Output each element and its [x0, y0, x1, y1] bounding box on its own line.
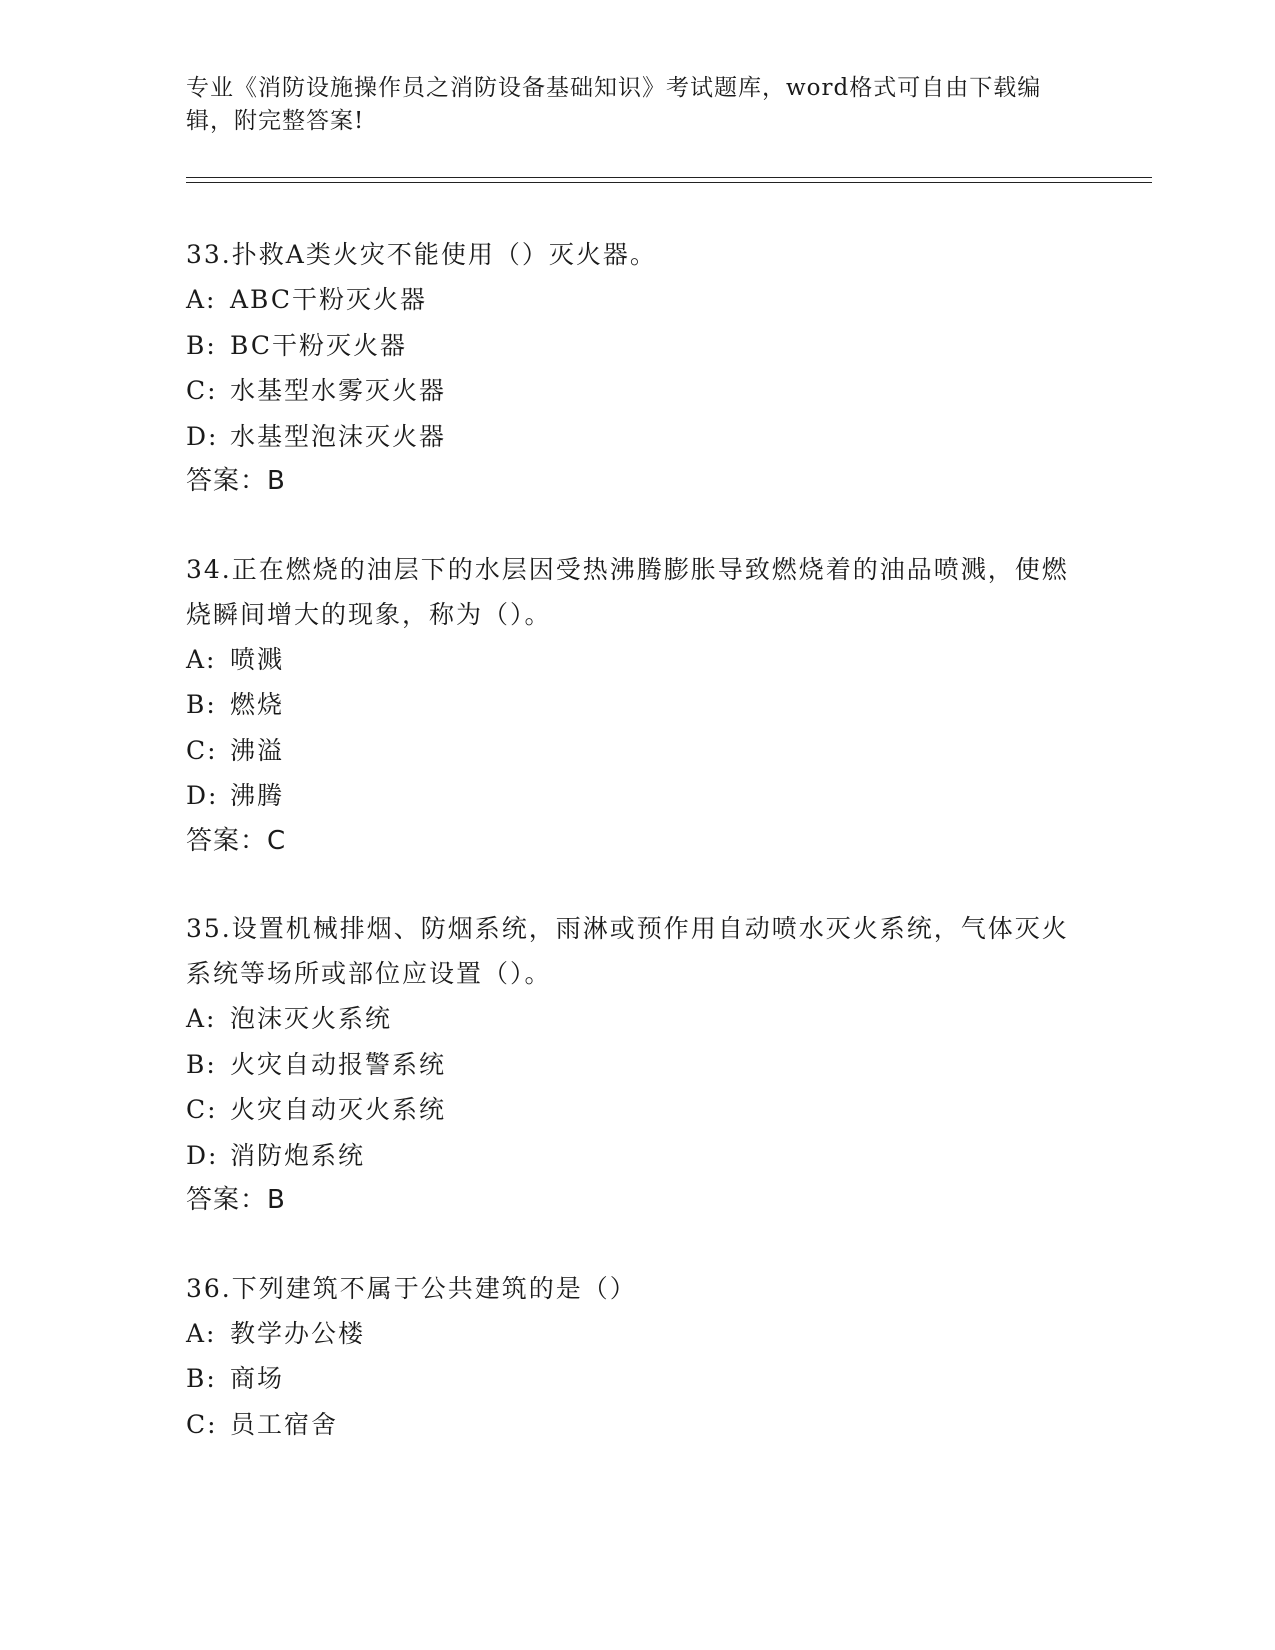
option-text: 火灾自动灭火系统 [230, 1095, 447, 1124]
option-text: 燃烧 [230, 690, 285, 719]
option-key: D: [186, 421, 219, 451]
question-option [186, 996, 1086, 1042]
question-list [186, 232, 1086, 1489]
option-key: C: [186, 1409, 218, 1439]
option-key: B: [186, 1049, 217, 1079]
question-option [186, 728, 1086, 774]
question-number: 34. [186, 554, 232, 584]
question-stem [186, 1266, 1086, 1311]
question-answer [186, 459, 1086, 505]
question-option [186, 1042, 1086, 1088]
option-text: 沸腾 [230, 781, 285, 810]
option-key: A: [186, 644, 217, 674]
option-text: 商场 [230, 1364, 285, 1393]
header-divider-bottom [186, 182, 1152, 183]
question-text: 设置机械排烟、防烟系统，雨淋或预作用自动喷水灭火系统，气体灭火系统等场所或部位应设置（）。 [186, 914, 1069, 988]
option-key: B: [186, 1364, 217, 1393]
option-key: B: [186, 690, 217, 719]
question-option [186, 1087, 1086, 1133]
answer-value: B [267, 1185, 286, 1215]
question-option [186, 323, 1086, 369]
question-number: 33. [186, 240, 232, 269]
option-text: 水基型泡沫灭火器 [230, 421, 447, 451]
option-text: 消防炮系统 [230, 1140, 366, 1170]
option-key: B: [186, 330, 217, 360]
question-option [186, 368, 1086, 414]
question-option [186, 1311, 1086, 1357]
question-stem [186, 232, 1086, 277]
option-text: BC干粉灭火器 [230, 330, 407, 360]
question-number: 36. [186, 1273, 232, 1303]
question-option [186, 1133, 1086, 1179]
question-option [186, 637, 1086, 683]
header-divider-top [186, 177, 1152, 178]
answer-label: 答案： [186, 466, 268, 496]
question-item [186, 232, 1086, 505]
question-text: 扑救A类火灾不能使用（）灭火器。 [231, 240, 657, 269]
question-stem [186, 547, 1086, 637]
option-text: 员工宿舍 [230, 1409, 339, 1439]
question-item [186, 547, 1086, 865]
question-stem [186, 906, 1086, 996]
option-key: C: [186, 1095, 218, 1124]
answer-value: B [267, 466, 286, 496]
option-text: 喷溅 [230, 644, 285, 674]
option-text: 泡沫灭火系统 [230, 1004, 393, 1033]
option-key: C: [186, 376, 218, 405]
question-text: 正在燃烧的油层下的水层因受热沸腾膨胀导致燃烧着的油品喷溅，使燃烧瞬间增大的现象，称为（）。 [186, 554, 1069, 629]
question-option [186, 1356, 1086, 1402]
option-text: 沸溢 [230, 735, 285, 765]
option-text: ABC干粉灭火器 [230, 285, 428, 314]
option-key: A: [186, 285, 217, 314]
question-option [186, 773, 1086, 819]
question-answer [186, 1178, 1086, 1224]
question-item [186, 1266, 1086, 1448]
question-option [186, 1402, 1086, 1448]
option-text: 水基型水雾灭火器 [230, 376, 447, 405]
question-number: 35. [186, 914, 232, 943]
document-header: 专业《消防设施操作员之消防设备基础知识》考试题库，word格式可自由下载编辑，附完整答案! [186, 75, 1042, 134]
answer-label: 答案： [186, 825, 268, 856]
answer-value: C [267, 825, 287, 856]
option-key: A: [186, 1004, 217, 1033]
question-option [186, 277, 1086, 323]
answer-label: 答案： [186, 1185, 268, 1215]
question-answer [186, 819, 1086, 865]
option-key: A: [186, 1318, 217, 1348]
question-option [186, 414, 1086, 460]
question-text: 下列建筑不属于公共建筑的是（） [231, 1273, 637, 1303]
option-text: 教学办公楼 [230, 1318, 366, 1348]
option-key: C: [186, 735, 218, 765]
question-item [186, 906, 1086, 1224]
option-key: D: [186, 781, 219, 810]
option-text: 火灾自动报警系统 [230, 1049, 447, 1079]
question-option [186, 682, 1086, 728]
option-key: D: [186, 1140, 219, 1170]
